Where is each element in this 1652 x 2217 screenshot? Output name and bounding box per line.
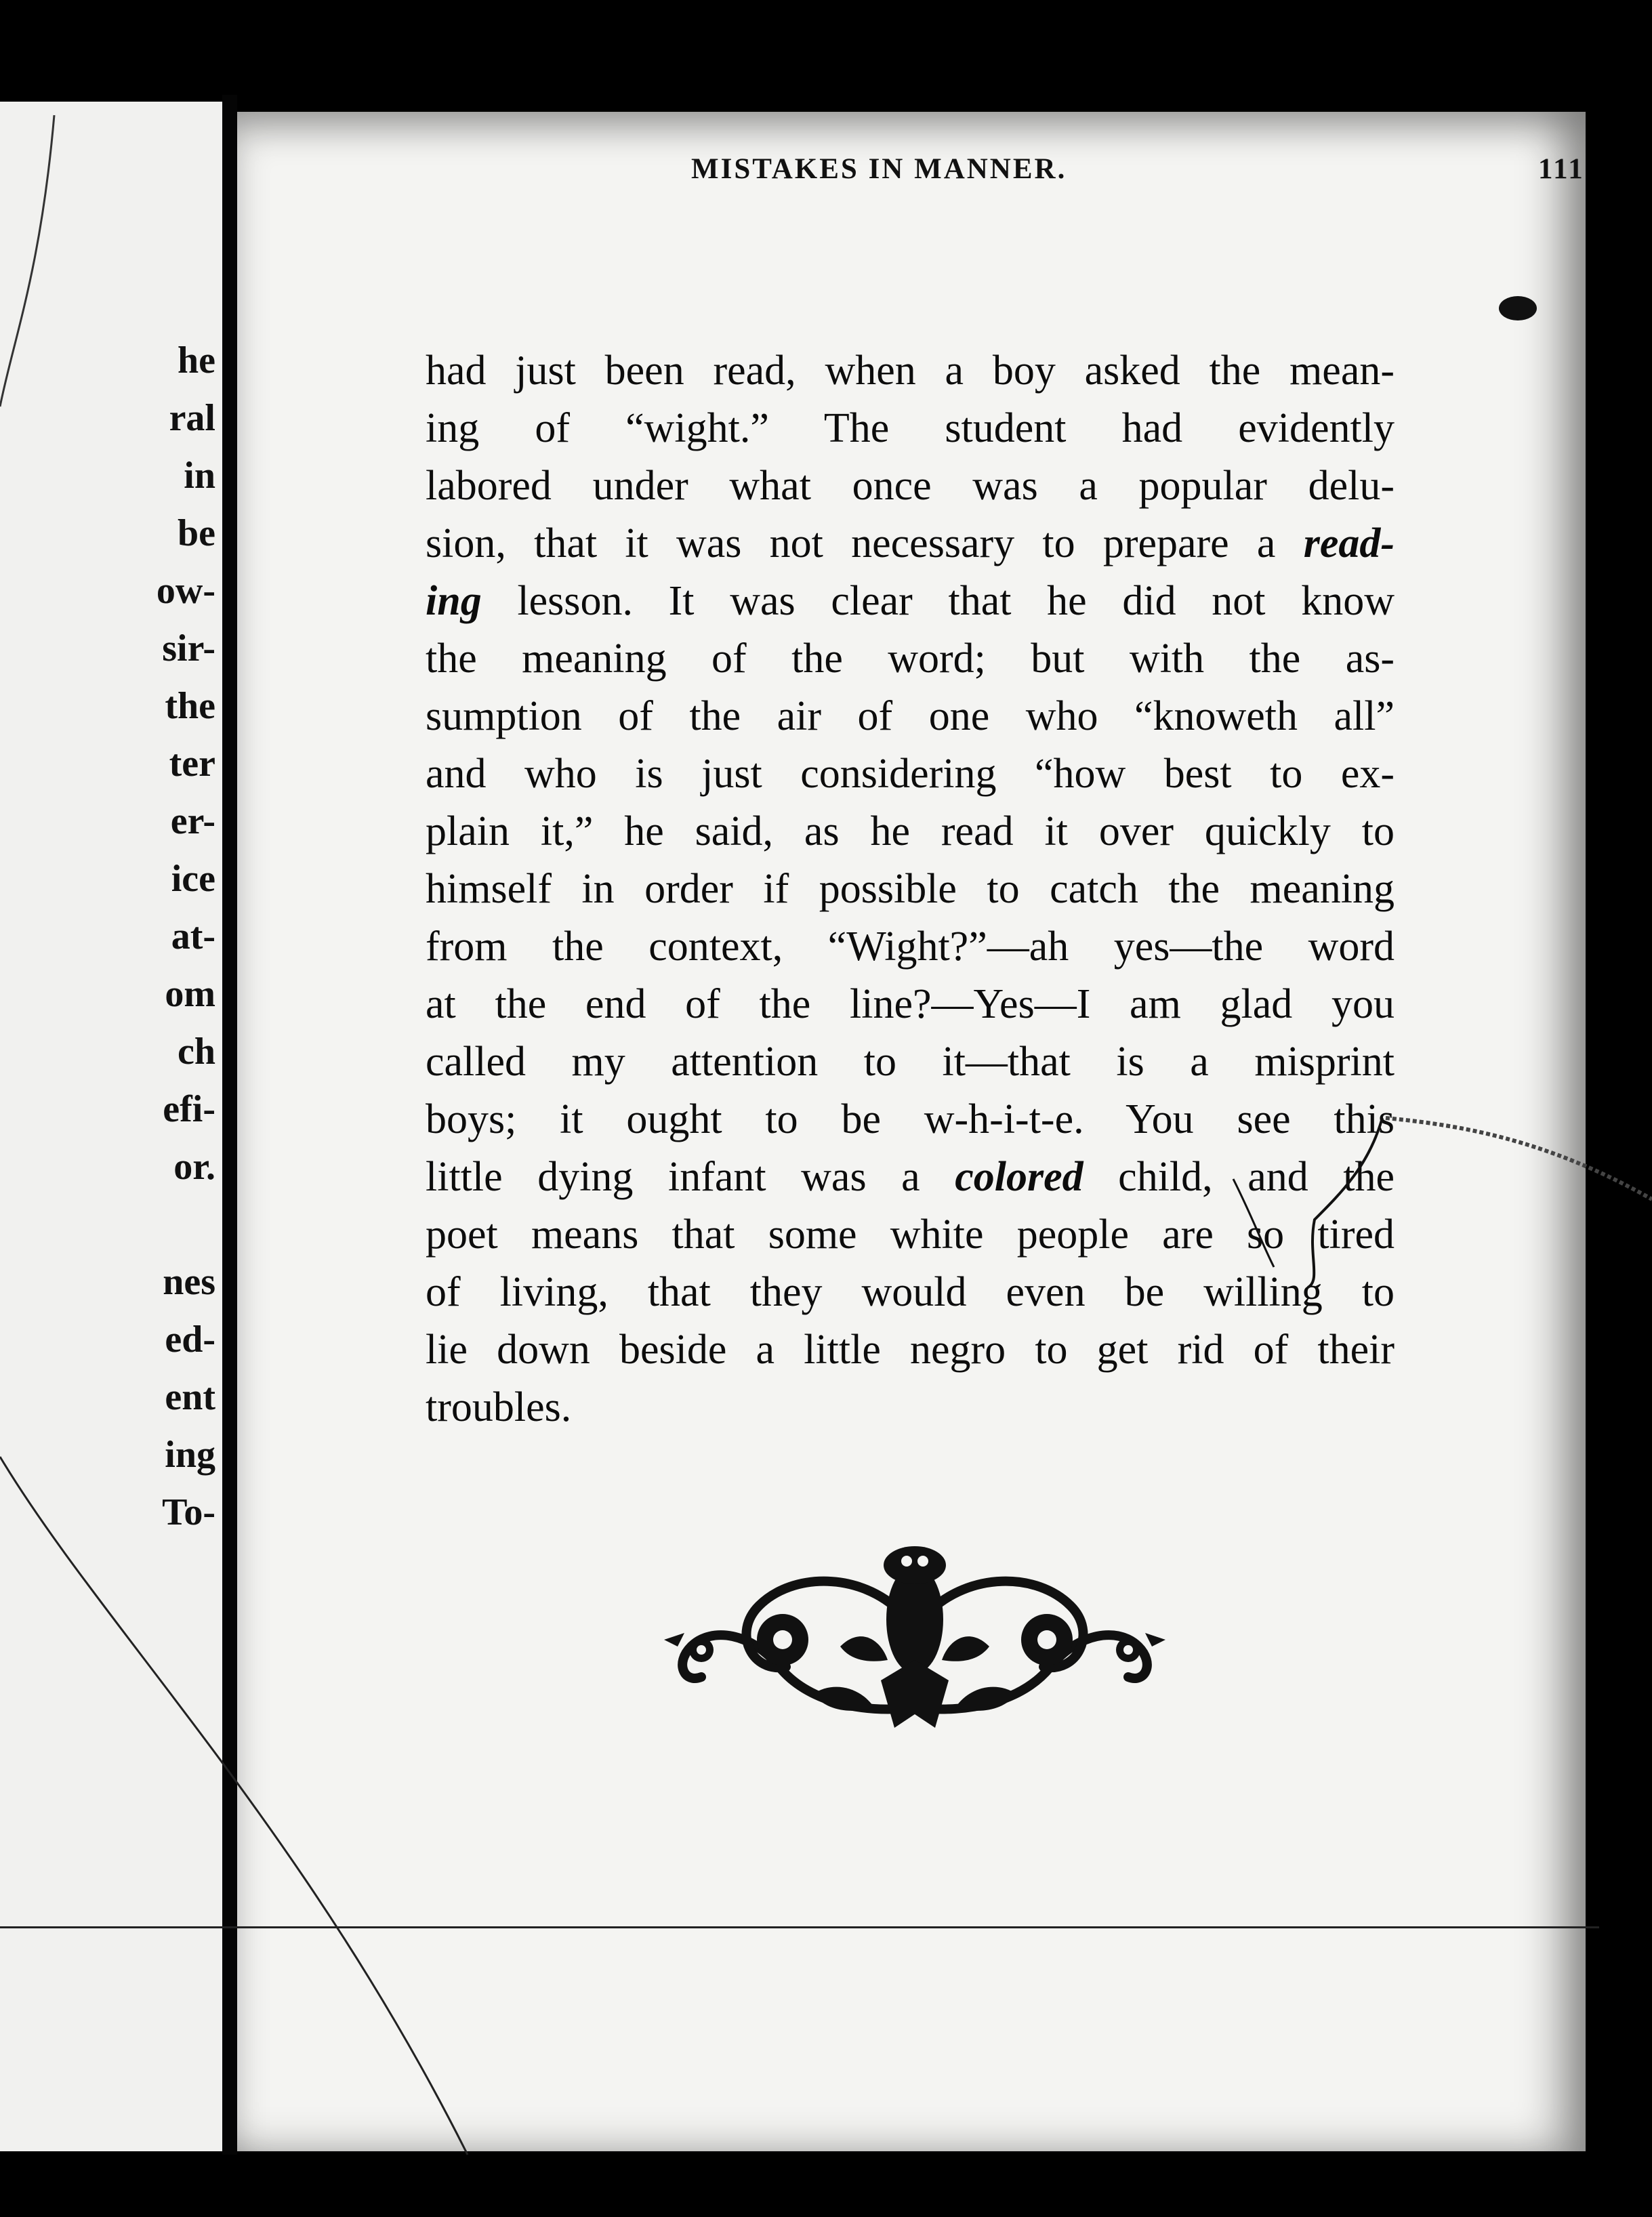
text-line: boys; it ought to be w-h-i-t-e. You see this (426, 1096, 1395, 1142)
previous-page-line-fragment: be (178, 512, 215, 554)
text-line: labored under what once was a popular delu- (426, 463, 1395, 509)
body-paragraph (426, 342, 1395, 1436)
text-line: had just been read, when a boy asked the mean- (426, 348, 1395, 394)
owl-scroll-ornament-icon (637, 1545, 1193, 1741)
previous-page-line-fragment: at- (171, 915, 215, 957)
text-line: lie down beside a little negro to get rid of their (426, 1327, 1395, 1373)
text-run: child, and the (1118, 1154, 1395, 1200)
text-line: himself in order if possible to catch the meaning (426, 866, 1395, 912)
previous-page-line-fragment: ed- (165, 1319, 215, 1361)
text-run: lesson. It was clear that he did not know (517, 578, 1395, 624)
text-line: and who is just considering “how best to ex- (426, 751, 1395, 797)
previous-page-line-fragment: efi- (163, 1088, 215, 1130)
previous-page-line-fragment: ow- (156, 570, 215, 612)
previous-page-line-fragment: he (178, 339, 215, 381)
text-line (426, 573, 1395, 630)
previous-page-line-fragment: sir- (162, 627, 215, 669)
text-line: called my attention to it—that is a misprint (426, 1039, 1395, 1085)
previous-page-line-fragment: in (184, 455, 215, 497)
text-line-last: troubles. (426, 1384, 572, 1430)
previous-page-line-fragment (80, 1196, 215, 1253)
text-run: little dying infant was a (426, 1154, 920, 1200)
text-line: sumption of the air of one who “knoweth all” (426, 693, 1395, 739)
scan-edge-line (0, 1926, 1599, 1928)
text-line: poet means that some white people are so tired (426, 1211, 1395, 1258)
previous-page-line-fragment: the (165, 685, 215, 727)
previous-page-line-fragment: ice (171, 858, 215, 900)
text-line (426, 515, 1395, 573)
italic-word: ing (426, 578, 482, 624)
text-line: from the context, “Wight?”—ah yes—the word (426, 924, 1395, 970)
previous-page-line-fragment: ter (169, 743, 215, 785)
text-run: sion, that it was not necessary to prepare a (426, 520, 1276, 566)
previous-page-line-fragment: To- (162, 1491, 215, 1533)
text-line: at the end of the line?—Yes—I am glad you (426, 981, 1395, 1027)
text-line: plain it,” he said, as he read it over quickly to (426, 808, 1395, 854)
previous-page-fragment (0, 102, 224, 2151)
previous-page-text-edge (80, 332, 215, 1541)
text-line (426, 1148, 1395, 1206)
text-line: the meaning of the word; but with the as- (426, 636, 1395, 682)
previous-page-line-fragment: or. (173, 1146, 215, 1188)
previous-page-line-fragment: er- (170, 800, 215, 842)
book-gutter (222, 95, 237, 2155)
previous-page-line-fragment: ral (169, 397, 215, 439)
italic-word: colored (955, 1154, 1083, 1200)
previous-page-line-fragment: ing (165, 1434, 215, 1476)
page-number: 111 (1538, 153, 1585, 185)
previous-page-line-fragment: nes (163, 1261, 215, 1303)
text-line: ing of “wight.” The student had evidently (426, 405, 1395, 451)
previous-page-line-fragment: ent (165, 1376, 215, 1418)
running-title: MISTAKES IN MANNER. (691, 153, 1067, 185)
italic-word: read- (1303, 520, 1395, 566)
previous-page-line-fragment: ch (178, 1031, 215, 1073)
text-line: of living, that they would even be willing to (426, 1269, 1395, 1315)
previous-page-line-fragment: om (165, 973, 215, 1015)
